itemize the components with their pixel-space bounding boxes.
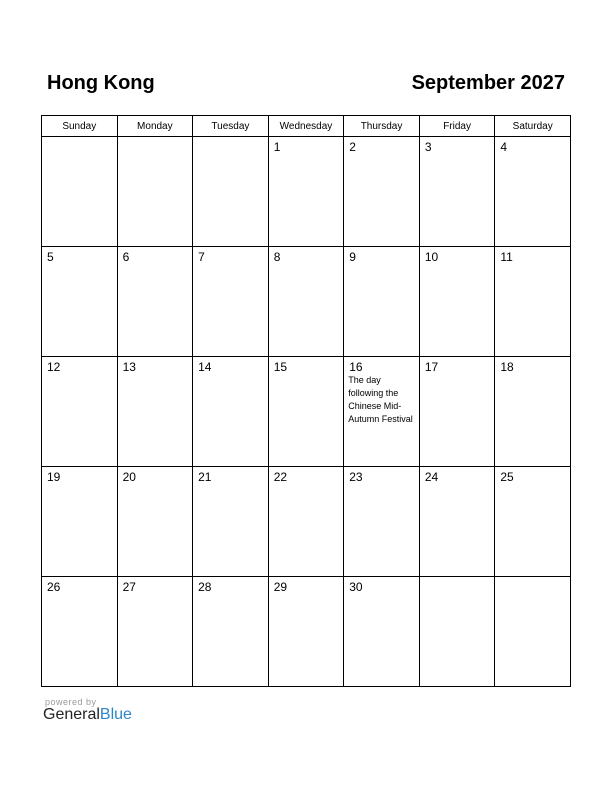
week-row	[42, 137, 571, 247]
day-number	[42, 137, 117, 140]
logo-general-text: General	[43, 706, 100, 723]
holiday-label: The day following the Chinese Mid-Autumn Festival	[348, 375, 413, 424]
day-cell	[419, 137, 495, 247]
day-cell	[268, 577, 344, 687]
day-cell	[268, 137, 344, 247]
logo-blue-text: Blue	[99, 706, 132, 723]
day-number: 2	[349, 140, 356, 154]
day-number: 5	[47, 250, 54, 264]
weekday-tuesday: Tuesday	[193, 116, 269, 137]
day-number: 29	[273, 580, 288, 594]
day-number: 4	[500, 140, 508, 154]
day-number	[193, 137, 268, 140]
day-cell	[344, 137, 420, 247]
day-number: 9	[349, 250, 356, 264]
day-cell	[42, 577, 118, 687]
day-number: 3	[424, 140, 432, 154]
day-cell	[117, 357, 193, 467]
day-number: 30	[349, 580, 363, 594]
day-cell	[419, 577, 495, 687]
day-cell	[42, 357, 118, 467]
weekday-saturday: Saturday	[495, 116, 571, 137]
footer-branding	[43, 697, 132, 724]
day-cell	[419, 247, 495, 357]
weekday-friday: Friday	[419, 116, 495, 137]
weekday-thursday: Thursday	[344, 116, 420, 137]
day-number: 20	[122, 470, 136, 484]
day-cell	[117, 467, 193, 577]
region-title: Hong Kong	[47, 72, 155, 94]
day-number: 15	[273, 360, 288, 374]
day-cell	[495, 247, 571, 357]
day-cell	[419, 467, 495, 577]
weekday-wednesday: Wednesday	[268, 116, 344, 137]
day-number: 25	[500, 470, 514, 484]
day-cell	[117, 137, 193, 247]
day-number	[495, 577, 570, 580]
day-number: 24	[424, 470, 439, 484]
day-number: 11	[500, 250, 513, 264]
day-cell	[193, 467, 269, 577]
day-cell	[193, 137, 269, 247]
day-cell	[193, 577, 269, 687]
day-number: 10	[424, 250, 439, 264]
day-number: 13	[122, 360, 136, 374]
day-number: 22	[273, 470, 288, 484]
generalblue-logo[interactable]	[43, 706, 132, 724]
day-number: 19	[47, 470, 61, 484]
day-cell	[42, 137, 118, 247]
month-title: September 2027	[411, 72, 565, 94]
day-number: 23	[349, 470, 363, 484]
weekday-monday: Monday	[117, 116, 193, 137]
day-number: 6	[122, 250, 130, 264]
day-number: 14	[198, 360, 212, 374]
day-cell	[42, 467, 118, 577]
day-cell	[495, 577, 571, 687]
weekday-header-row	[42, 116, 571, 137]
day-cell	[193, 247, 269, 357]
day-number: 12	[47, 360, 61, 374]
day-cell	[117, 577, 193, 687]
day-number: 21	[198, 470, 212, 484]
week-row	[42, 247, 571, 357]
day-number: 1	[273, 140, 281, 154]
weekday-sunday: Sunday	[42, 116, 118, 137]
day-number: 16	[349, 360, 363, 374]
day-number	[118, 137, 193, 140]
day-cell	[268, 247, 344, 357]
day-number: 28	[198, 580, 212, 594]
day-number: 7	[198, 250, 205, 264]
day-number: 18	[500, 360, 514, 374]
day-cell	[268, 357, 344, 467]
calendar-grid	[41, 115, 571, 687]
day-number: 17	[424, 360, 439, 374]
day-cell	[495, 467, 571, 577]
day-cell	[495, 137, 571, 247]
day-cell	[268, 467, 344, 577]
day-cell	[344, 467, 420, 577]
week-row	[42, 577, 571, 687]
week-row	[42, 357, 571, 467]
day-cell	[419, 357, 495, 467]
day-cell	[495, 357, 571, 467]
day-number: 8	[273, 250, 281, 264]
day-cell	[42, 247, 118, 357]
day-cell-holiday	[344, 357, 420, 467]
day-number: 27	[122, 580, 136, 594]
week-row	[42, 467, 571, 577]
day-number: 26	[47, 580, 61, 594]
day-number	[420, 577, 495, 580]
day-cell	[344, 577, 420, 687]
day-cell	[193, 357, 269, 467]
powered-by-text: powered by	[45, 697, 97, 707]
day-cell	[117, 247, 193, 357]
day-cell	[344, 247, 420, 357]
